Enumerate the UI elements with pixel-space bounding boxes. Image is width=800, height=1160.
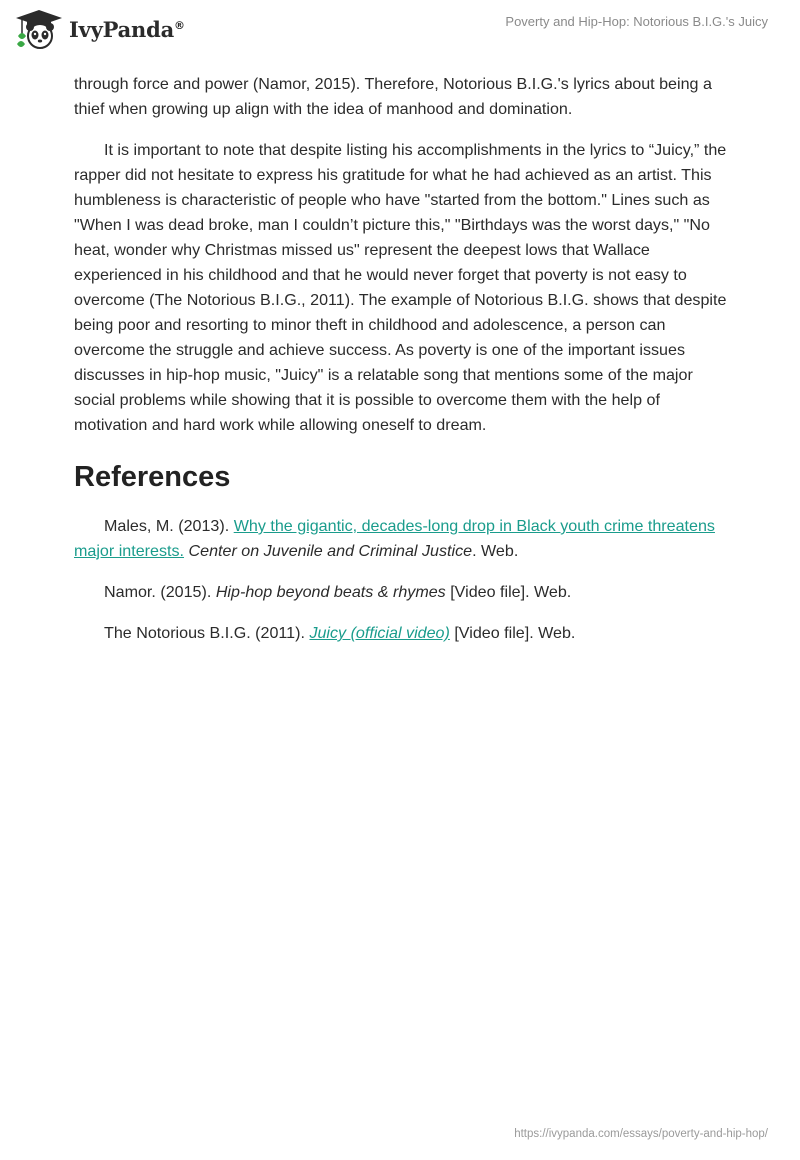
footer-url[interactable]: https://ivypanda.com/essays/poverty-and-hip-hop/	[514, 1128, 768, 1140]
reference-item-namor: Namor. (2015). Hip-hop beyond beats & rhymes [Video file]. Web.	[104, 583, 572, 601]
essay-content	[74, 72, 734, 662]
logo-text: IvyPanda®	[69, 16, 185, 42]
document-title: Poverty and Hip-Hop: Notorious B.I.G.'s Juicy	[505, 14, 768, 29]
paragraph-conclusion: It is important to note that despite listing his accomplishments in the lyrics to “Juicy,” the rapper did not hesitate to express his gratitude for what he had achieved as an artist. This humbleness is characteristic of people who have "started from the bottom." Lines such as "When I was dead broke, man I couldn’t picture this," "Birthdays was the worst days," "No heat, wonder why Christmas missed us" represent the deepest lows that Wallace experienced in his childhood and that he would never forget that poverty is not easy to overcome (The Notorious B.I.G., 2011). The example of Notorious B.I.G. shows that despite being poor and resorting to minor theft in childhood and adolescence, a person can overcome the struggle and achieve success. As poverty is one of the important issues discusses in hip-hop music, "Juicy" is a relatable song that mentions some of the major social problems while showing that it is possible to overcome them with the help of motivation and hard work while allowing oneself to dream.	[74, 141, 727, 434]
panda-graduate-icon	[14, 8, 64, 50]
references-heading: References	[74, 461, 231, 493]
reference-link-males[interactable]: Why the gigantic, decades-long drop in Black youth crime threatens major interests.	[74, 517, 715, 560]
ivypanda-logo[interactable]	[14, 8, 185, 50]
page-header	[0, 0, 800, 66]
reference-link-juicy[interactable]: Juicy (official video)	[309, 624, 450, 642]
reference-item-notorious: The Notorious B.I.G. (2011). Juicy (official video) [Video file]. Web.	[104, 624, 576, 642]
paragraph-continued: through force and power (Namor, 2015). Therefore, Notorious B.I.G.'s lyrics about being a thief when growing up align with the idea of manhood and domination.	[74, 75, 712, 118]
reference-item-males: Males, M. (2013). Why the gigantic, decades-long drop in Black youth crime threatens major interests. Center on Juvenile and Criminal Justice. Web.	[74, 517, 715, 560]
